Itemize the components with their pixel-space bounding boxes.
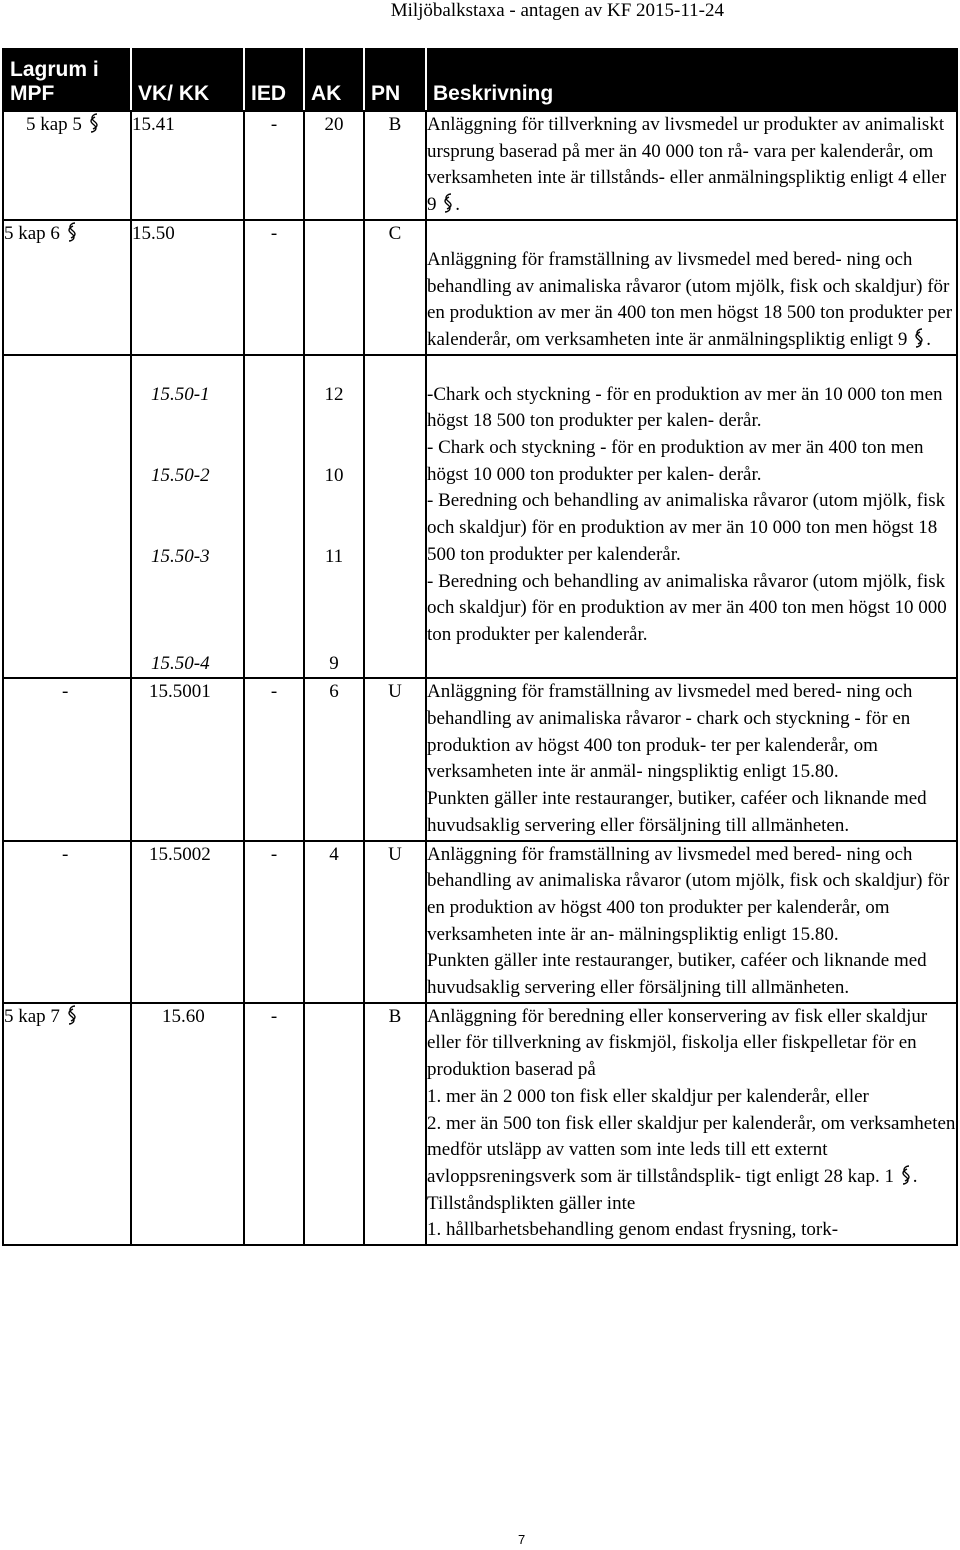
pn-cell (364, 355, 426, 679)
subclass-description: - Chark och styckning - för en produktion av mer än 400 ton men högst 10 000 ton produkter per kalen- derår. (427, 437, 924, 485)
table-row (3, 841, 957, 1003)
description-cell: Anläggning för beredning eller konservering av fisk eller skaldjur eller för tillverkning av fiskmjöl, fiskolja eller fiskpelletar för en produktion baserad på 1. mer än 2 000 ton fisk eller skaldjur per kalenderår, eller 2. mer än 500 ton fisk eller skaldjur per kalenderår, om verksamheten medför utsläpp av vatten som inte leds till ett externt avloppsreningsverk som är tillståndsplik- tigt enligt 28 kap. 1 . Tillståndsplikten gäller inte 1. hållbarhetsbehandling genom endast frysning, tork- (426, 1003, 957, 1245)
ied-cell: - (244, 841, 304, 1003)
subclass-code: 15.50-3 (151, 545, 210, 567)
vk-cell: 15.5001 (131, 678, 244, 840)
paragraph-sign-icon (65, 222, 79, 242)
subclass-code: 15.50-4 (151, 652, 210, 674)
paragraph-sign-icon (899, 1165, 913, 1185)
vk-cell (131, 355, 244, 679)
page-number: 7 (518, 1532, 526, 1547)
vk-cell: 15.41 (131, 111, 244, 220)
pn-cell: B (364, 1003, 426, 1245)
subclass-ak: 11 (324, 545, 344, 567)
lagrum-cell: 5 kap 7 (3, 1003, 131, 1245)
description-cell: Anläggning för tillverkning av livsmedel ur produkter av animaliskt ursprung baserad på mer än 40 000 ton rå- vara per kalenderår, om verksamheten inte är tillstånds- eller anmälningspliktig enligt 4 eller 9 . (426, 111, 957, 220)
description-cell (426, 355, 957, 679)
ak-cell: 4 (304, 841, 364, 1003)
table-row (3, 111, 957, 220)
pn-cell: U (364, 841, 426, 1003)
subclass-description: - Beredning och behandling av animaliska råvaror (utom mjölk, fisk och skaldjur) för en produktion av mer än 10 000 ton men högst 18 500 ton produkter per kalenderår. (427, 490, 946, 565)
subclass-description: - Beredning och behandling av animaliska råvaror (utom mjölk, fisk och skaldjur) för en produktion av mer än 400 ton men högst 10 000 ton produkter per kalenderår. (427, 570, 947, 645)
table-row (3, 355, 957, 679)
header-ak: AK (304, 49, 364, 111)
ied-cell (244, 355, 304, 679)
description-cell: Anläggning för framställning av livsmedel med bered- ning och behandling av animaliska råvaror (utom mjölk, fisk och skaldjur) för en produktion av högst 400 ton produkter per kalenderår, om verksamheten inte är an- mälningspliktig enligt 15.80. Punkten gäller inte restauranger, butiker, caféer och liknande med huvudsaklig servering eller försäljning till allmänheten. (426, 841, 957, 1003)
ied-cell: - (244, 220, 304, 355)
subclass-code: 15.50-2 (151, 464, 210, 486)
ak-cell: 20 (304, 111, 364, 220)
lagrum-cell: - (3, 841, 131, 1003)
miljobalkstaxa-table (2, 48, 958, 1246)
paragraph-sign-icon (87, 113, 101, 133)
table-header-row (3, 49, 957, 111)
lagrum-cell: 5 kap 5 (3, 111, 131, 220)
description-cell: Anläggning för framställning av livsmedel med bered- ning och behandling av animaliska råvaror - chark och styckning - för en produktion av högst 400 ton produk- ter per kalenderår, om verksamheten inte är anmäl- ningspliktig enligt 15.80. Punkten gäller inte restauranger, butiker, caféer och liknande med huvudsaklig servering eller försäljning till allmänheten. (426, 678, 957, 840)
ied-cell: - (244, 678, 304, 840)
pn-cell: U (364, 678, 426, 840)
table-row (3, 220, 957, 355)
ied-cell: - (244, 1003, 304, 1245)
pn-cell: C (364, 220, 426, 355)
description-cell: Anläggning för framställning av livsmedel med bered- ning och behandling av animaliska råvaror (utom mjölk, fisk och skaldjur) för en produktion av mer än 400 ton men högst 18 500 ton produkter per kalenderår, om verksamheten inte är anmälningspliktig enligt 9 . (426, 220, 957, 355)
vk-cell: 15.50 (131, 220, 244, 355)
subclass-ak: 12 (324, 383, 344, 405)
running-header: Miljöbalkstaxa - antagen av KF 2015-11-24 (390, 0, 724, 21)
table-row (3, 678, 957, 840)
ak-cell (304, 355, 364, 679)
paragraph-sign-icon (65, 1005, 79, 1025)
vk-cell: 15.5002 (131, 841, 244, 1003)
subclass-ak: 9 (329, 652, 339, 674)
subclass-description: -Chark och styckning - för en produktion av mer än 10 000 ton men högst 18 500 ton produkter per kalen- derår. (427, 383, 943, 432)
paragraph-sign-icon (441, 193, 455, 213)
ak-cell (304, 220, 364, 355)
lagrum-cell: - (3, 678, 131, 840)
lagrum-cell: 5 kap 6 (3, 220, 131, 355)
paragraph-sign-icon (912, 328, 926, 348)
ak-cell (304, 1003, 364, 1245)
ak-cell: 6 (304, 678, 364, 840)
header-lagrum: Lagrum i MPF (3, 49, 131, 111)
header-pn: PN (364, 49, 426, 111)
header-beskrivning: Beskrivning (426, 49, 957, 111)
subclass-code: 15.50-1 (151, 383, 210, 405)
header-ied: IED (244, 49, 304, 111)
ied-cell: - (244, 111, 304, 220)
table-row (3, 1003, 957, 1245)
lagrum-cell (3, 355, 131, 679)
pn-cell: B (364, 111, 426, 220)
subclass-ak: 10 (324, 464, 344, 486)
header-vk-kk: VK/ KK (131, 49, 244, 111)
vk-cell: 15.60 (131, 1003, 244, 1245)
